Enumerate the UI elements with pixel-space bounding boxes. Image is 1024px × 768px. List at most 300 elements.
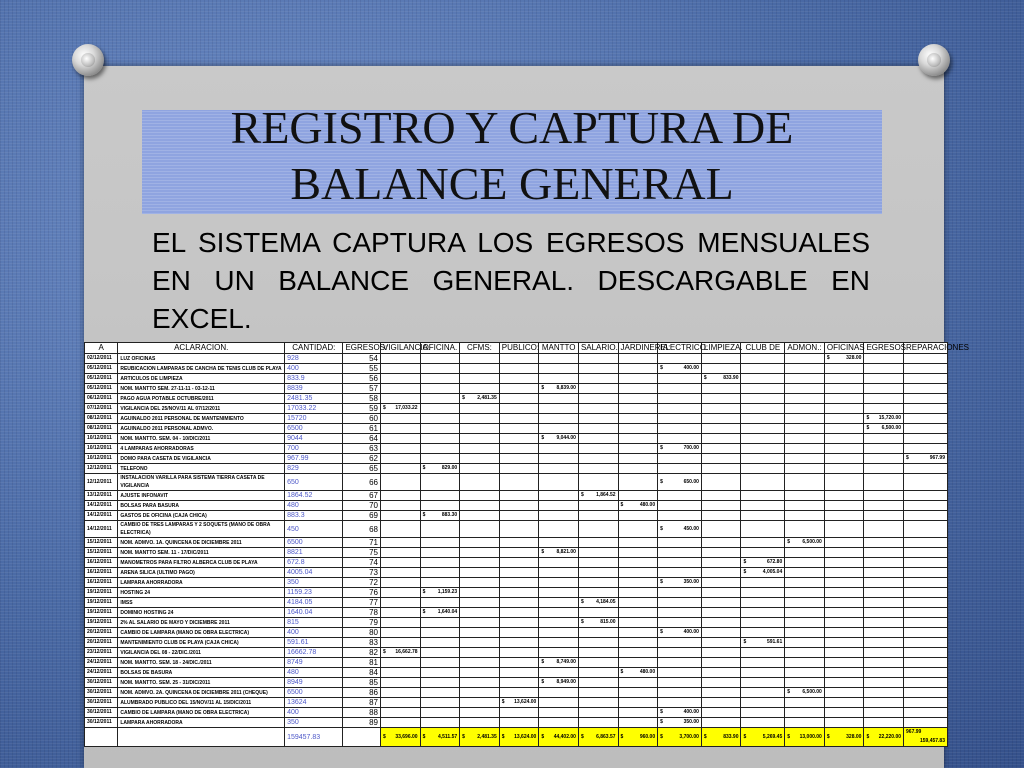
cell[interactable] [658,568,702,578]
cell[interactable] [499,648,539,658]
cell[interactable] [658,558,702,568]
date-cell[interactable]: 16/12/2011 [85,558,118,568]
cell[interactable] [618,628,658,638]
cell[interactable] [824,474,864,491]
cell[interactable] [499,521,539,538]
cell[interactable] [618,501,658,511]
cell[interactable] [824,698,864,708]
cell[interactable] [701,688,741,698]
cell[interactable] [420,638,460,648]
cell[interactable] [701,491,741,501]
quantity-cell[interactable]: 8839 [285,384,343,394]
cell[interactable] [785,688,825,698]
description-cell[interactable]: DOMO PARA CASETA DE VIGILANCIA [118,454,285,464]
description-cell[interactable]: 2% AL SALARIO DE MAYO Y DICIEMBRE 2011 [118,618,285,628]
cell[interactable] [701,444,741,454]
cell[interactable] [539,658,579,668]
cell[interactable] [701,558,741,568]
cell[interactable] [578,638,618,648]
total-cell[interactable] [658,728,702,747]
cell[interactable] [701,658,741,668]
cell[interactable] [741,598,785,608]
folio-cell[interactable]: 66 [343,474,381,491]
date-cell[interactable]: 06/12/2011 [85,394,118,404]
cell[interactable] [618,698,658,708]
cell[interactable] [460,444,500,454]
cell[interactable] [420,354,460,364]
cell[interactable] [499,444,539,454]
cell[interactable] [380,568,420,578]
quantity-cell[interactable]: 6500 [285,688,343,698]
cell[interactable] [701,668,741,678]
date-cell[interactable]: 30/12/2011 [85,688,118,698]
cell[interactable] [578,521,618,538]
cell[interactable] [578,658,618,668]
cell[interactable] [864,638,904,648]
cell[interactable] [904,491,948,501]
date-cell[interactable]: 10/12/2011 [85,434,118,444]
cell[interactable] [578,668,618,678]
description-cell[interactable]: NOM. MANTTO. SEM. 04 - 10/DIC/2011 [118,434,285,444]
folio-cell[interactable]: 67 [343,491,381,501]
cell[interactable] [864,491,904,501]
date-cell[interactable]: 15/12/2011 [85,548,118,558]
cell[interactable] [864,628,904,638]
description-cell[interactable]: INSTALACION VARILLA PARA SISTEMA TIERRA CASETA DE VIGILANCIA [118,474,285,491]
cell[interactable] [701,678,741,688]
cell[interactable] [785,678,825,688]
cell[interactable] [701,548,741,558]
description-cell[interactable]: NOM. MANTTO SEM. 27-11-11 - 03-12-11 [118,384,285,394]
cell[interactable] [420,521,460,538]
date-cell[interactable]: 20/12/2011 [85,638,118,648]
cell[interactable] [864,698,904,708]
cell[interactable] [904,638,948,648]
cell[interactable] [864,648,904,658]
cell[interactable] [824,678,864,688]
cell[interactable] [578,454,618,464]
description-cell[interactable]: ARENA SILICA (ULTIMO PAGO) [118,568,285,578]
cell[interactable] [578,558,618,568]
cell[interactable] [499,718,539,728]
description-cell[interactable]: NOM. MANTTO. SEM. 18 - 24/DIC./2011 [118,658,285,668]
cell[interactable] [460,628,500,638]
cell[interactable] [460,538,500,548]
cell[interactable] [380,678,420,688]
cell[interactable] [785,618,825,628]
cell[interactable] [785,511,825,521]
cell[interactable] [420,414,460,424]
date-cell[interactable]: 19/12/2011 [85,588,118,598]
date-cell[interactable]: 16/12/2011 [85,578,118,588]
folio-cell[interactable]: 72 [343,578,381,588]
cell[interactable] [380,374,420,384]
description-cell[interactable]: NOM. ADMVO. 2A. QUINCENA DE DICIEMBRE 2011 (CHEQUE) [118,688,285,698]
cell[interactable] [658,491,702,501]
cell[interactable] [420,658,460,668]
cell[interactable] [460,668,500,678]
cell[interactable] [420,698,460,708]
cell[interactable] [701,434,741,444]
cell[interactable] [618,688,658,698]
cell[interactable] [460,414,500,424]
cell[interactable] [539,648,579,658]
cell[interactable] [741,384,785,394]
cell[interactable] [824,638,864,648]
cell[interactable] [824,618,864,628]
cell[interactable] [420,474,460,491]
cell[interactable] [785,424,825,434]
cell[interactable] [499,538,539,548]
cell[interactable] [785,521,825,538]
folio-cell[interactable]: 61 [343,424,381,434]
cell[interactable] [420,491,460,501]
quantity-cell[interactable]: 9044 [285,434,343,444]
cell[interactable] [824,558,864,568]
folio-cell[interactable]: 70 [343,501,381,511]
cell[interactable] [658,668,702,678]
date-cell[interactable]: 13/12/2011 [85,491,118,501]
cell[interactable] [864,464,904,474]
cell[interactable] [701,538,741,548]
cell[interactable] [904,658,948,668]
cell[interactable] [824,511,864,521]
cell[interactable] [420,464,460,474]
cell[interactable] [618,568,658,578]
cell[interactable] [420,501,460,511]
cell[interactable] [904,521,948,538]
folio-cell[interactable]: 65 [343,464,381,474]
folio-cell[interactable]: 79 [343,618,381,628]
column-header[interactable]: OFICINAS [824,343,864,354]
column-header[interactable]: ADMON.: [785,343,825,354]
cell[interactable] [539,384,579,394]
description-cell[interactable]: BOLSAS PARA BASURA [118,501,285,511]
cell[interactable] [824,548,864,558]
cell[interactable] [741,374,785,384]
cell[interactable] [904,414,948,424]
cell[interactable] [658,394,702,404]
cell[interactable] [904,538,948,548]
cell[interactable] [539,474,579,491]
column-header[interactable]: SALARIO. [578,343,618,354]
date-cell[interactable]: 02/12/2011 [85,354,118,364]
cell[interactable] [741,414,785,424]
cell[interactable] [420,648,460,658]
date-cell[interactable]: 14/12/2011 [85,521,118,538]
cell[interactable] [824,394,864,404]
description-cell[interactable]: AJUSTE INFONAVIT [118,491,285,501]
date-cell[interactable]: 14/12/2011 [85,501,118,511]
cell[interactable] [741,568,785,578]
cell[interactable] [460,454,500,464]
cell[interactable] [539,608,579,618]
cell[interactable] [741,454,785,464]
description-cell[interactable]: MANOMETROS PARA FILTRO ALBERCA CLUB DE PLAYA [118,558,285,568]
cell[interactable] [904,588,948,598]
cell[interactable] [618,414,658,424]
cell[interactable] [380,648,420,658]
cell[interactable] [578,708,618,718]
cell[interactable] [785,608,825,618]
cell[interactable] [904,354,948,364]
quantity-cell[interactable]: 400 [285,364,343,374]
cell[interactable] [578,698,618,708]
cell[interactable] [499,628,539,638]
cell[interactable] [658,628,702,638]
cell[interactable] [824,404,864,414]
cell[interactable] [380,511,420,521]
cell[interactable] [618,491,658,501]
cell[interactable] [380,718,420,728]
cell[interactable] [578,474,618,491]
cell[interactable] [460,394,500,404]
cell[interactable] [701,588,741,598]
quantity-cell[interactable]: 350 [285,578,343,588]
cell[interactable] [864,688,904,698]
cell[interactable] [499,708,539,718]
description-cell[interactable]: NOM. MANTTO. SEM. 25 - 31/DIC/2011 [118,678,285,688]
column-header[interactable]: ACLARACION. [118,343,285,354]
cell[interactable] [380,364,420,374]
cell[interactable] [864,414,904,424]
cell[interactable] [785,454,825,464]
cell[interactable] [618,618,658,628]
quantity-cell[interactable]: 815 [285,618,343,628]
cell[interactable] [343,728,381,747]
description-cell[interactable]: REUBICACION LAMPARAS DE CANCHA DE TENIS CLUB DE PLAYA [118,364,285,374]
quantity-cell[interactable]: 672.8 [285,558,343,568]
cell[interactable] [539,628,579,638]
cell[interactable] [741,354,785,364]
cell[interactable] [785,414,825,424]
cell[interactable] [785,558,825,568]
cell[interactable] [420,434,460,444]
cell[interactable] [741,511,785,521]
folio-cell[interactable]: 84 [343,668,381,678]
cell[interactable] [904,698,948,708]
cell[interactable] [701,374,741,384]
description-cell[interactable]: NOM. ADMVO. 1A. QUINCENA DE DICIEMBRE 2011 [118,538,285,548]
cell[interactable] [618,364,658,374]
column-header[interactable]: EGRESOS [864,343,904,354]
total-cell[interactable] [741,728,785,747]
cell[interactable] [658,598,702,608]
cell[interactable] [539,491,579,501]
folio-cell[interactable]: 63 [343,444,381,454]
cell[interactable] [380,628,420,638]
cell[interactable] [539,394,579,404]
cell[interactable] [785,628,825,638]
cell[interactable] [824,708,864,718]
cell[interactable] [499,384,539,394]
cell[interactable] [578,568,618,578]
cell[interactable] [460,491,500,501]
cell[interactable] [420,394,460,404]
cell[interactable] [785,364,825,374]
cell[interactable] [904,688,948,698]
quantity-cell[interactable]: 450 [285,521,343,538]
cell[interactable] [824,521,864,538]
cell[interactable] [701,364,741,374]
cell[interactable] [380,638,420,648]
cell[interactable] [785,568,825,578]
cell[interactable] [380,424,420,434]
cell[interactable] [824,578,864,588]
cell[interactable] [499,618,539,628]
cell[interactable] [701,578,741,588]
cell[interactable] [741,474,785,491]
cell[interactable] [904,558,948,568]
cell[interactable] [499,678,539,688]
cell[interactable] [785,404,825,414]
cell[interactable] [824,538,864,548]
cell[interactable] [118,728,285,747]
cell[interactable] [460,578,500,588]
cell[interactable] [380,444,420,454]
cell[interactable] [578,688,618,698]
date-cell[interactable]: 05/12/2011 [85,364,118,374]
cell[interactable] [578,414,618,424]
cell[interactable] [904,394,948,404]
cell[interactable] [824,424,864,434]
folio-cell[interactable]: 74 [343,558,381,568]
cell[interactable] [785,501,825,511]
cell[interactable] [578,538,618,548]
cell[interactable] [539,444,579,454]
cell[interactable] [578,548,618,558]
date-cell[interactable]: 24/12/2011 [85,668,118,678]
cell[interactable] [460,434,500,444]
cell[interactable] [618,578,658,588]
total-cell[interactable] [864,728,904,747]
cell[interactable] [539,598,579,608]
cell[interactable] [658,374,702,384]
cell[interactable] [864,708,904,718]
quantity-cell[interactable]: 1640.04 [285,608,343,618]
cell[interactable] [578,374,618,384]
cell[interactable] [618,444,658,454]
cell[interactable] [380,404,420,414]
folio-cell[interactable]: 76 [343,588,381,598]
cell[interactable] [741,698,785,708]
cell[interactable] [785,578,825,588]
cell[interactable] [499,588,539,598]
cell[interactable] [741,608,785,618]
cell[interactable] [741,578,785,588]
cell[interactable] [658,501,702,511]
column-header[interactable]: A [85,343,118,354]
column-header[interactable]: JARDINERIA: [618,343,658,354]
cell[interactable] [539,698,579,708]
quantity-cell[interactable]: 829 [285,464,343,474]
cell[interactable] [380,598,420,608]
date-cell[interactable]: 10/12/2011 [85,444,118,454]
cell[interactable] [701,708,741,718]
folio-cell[interactable]: 55 [343,364,381,374]
cell[interactable] [904,454,948,464]
cell[interactable] [741,424,785,434]
description-cell[interactable]: LUZ OFICINAS [118,354,285,364]
folio-cell[interactable]: 87 [343,698,381,708]
cell[interactable] [499,501,539,511]
cell[interactable] [618,668,658,678]
cell[interactable] [785,648,825,658]
cell[interactable] [460,688,500,698]
cell[interactable] [701,698,741,708]
cell[interactable] [85,728,118,747]
quantity-cell[interactable]: 1159.23 [285,588,343,598]
cell[interactable] [499,394,539,404]
cell[interactable] [741,618,785,628]
cell[interactable] [741,464,785,474]
description-cell[interactable]: HOSTING 24 [118,588,285,598]
cell[interactable] [539,521,579,538]
cell[interactable] [904,548,948,558]
description-cell[interactable]: PAGO AGUA POTABLE OCTUBRE/2011 [118,394,285,404]
quantity-cell[interactable]: 8821 [285,548,343,558]
column-header[interactable]: LIMPIEZA. [701,343,741,354]
folio-cell[interactable]: 62 [343,454,381,464]
cell[interactable] [578,394,618,404]
cell[interactable] [380,414,420,424]
cell[interactable] [460,698,500,708]
cell[interactable] [741,521,785,538]
quantity-cell[interactable]: 700 [285,444,343,454]
cell[interactable] [380,658,420,668]
cell[interactable] [460,648,500,658]
description-cell[interactable]: GASTOS DE OFICINA (CAJA CHICA) [118,511,285,521]
cell[interactable] [824,688,864,698]
cell[interactable] [785,708,825,718]
quantity-cell[interactable]: 16662.78 [285,648,343,658]
cell[interactable] [380,608,420,618]
cell[interactable] [578,364,618,374]
cell[interactable] [824,668,864,678]
cell[interactable] [460,638,500,648]
cell[interactable] [658,548,702,558]
cell[interactable] [460,464,500,474]
cell[interactable] [701,414,741,424]
cell[interactable] [658,404,702,414]
quantity-cell[interactable]: 6500 [285,424,343,434]
cell[interactable] [824,588,864,598]
cell[interactable] [904,404,948,414]
cell[interactable] [864,374,904,384]
folio-cell[interactable]: 83 [343,638,381,648]
folio-cell[interactable]: 81 [343,658,381,668]
cell[interactable] [701,628,741,638]
description-cell[interactable]: AGUINALDO 2011 PERSONAL DE MANTENIMIENTO [118,414,285,424]
cell[interactable] [741,668,785,678]
date-cell[interactable]: 14/12/2011 [85,511,118,521]
cell[interactable] [460,608,500,618]
cell[interactable] [380,708,420,718]
cell[interactable] [578,598,618,608]
cell[interactable] [618,384,658,394]
cell[interactable] [785,698,825,708]
cell[interactable] [499,354,539,364]
cell[interactable] [864,658,904,668]
cell[interactable] [578,404,618,414]
cell[interactable] [824,414,864,424]
cell[interactable] [785,374,825,384]
cell[interactable] [420,424,460,434]
total-cell[interactable] [785,728,825,747]
cell[interactable] [904,618,948,628]
cell[interactable] [499,568,539,578]
date-cell[interactable]: 24/12/2011 [85,658,118,668]
